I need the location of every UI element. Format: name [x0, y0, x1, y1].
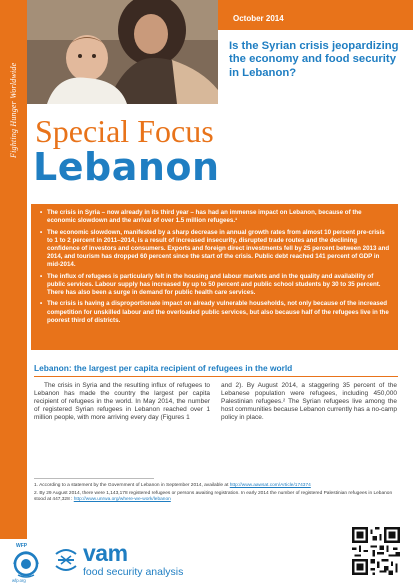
wfp-label: WFP	[16, 543, 28, 549]
section-heading: Lebanon: the largest per capita recipient of refugees in the world	[34, 363, 293, 373]
footnote-2	[34, 491, 400, 503]
footnote-1	[34, 483, 400, 489]
headline: Is the Syrian crisis jeopardizing the economy and food security in Lebanon?	[229, 40, 399, 79]
footnote-link[interactable]: http://www.unrwa.org/where-we-work/lebanon	[73, 496, 171, 502]
key-points-box	[31, 204, 398, 350]
vam-title: vam	[83, 540, 128, 566]
footnote-divider	[34, 478, 154, 479]
footnote-text: 1. According to a statement by the Government of Lebanon in September 2014, available at	[34, 483, 230, 488]
vam-logo-icon	[52, 548, 80, 572]
key-point: • The influx of refugees is particularly felt in the housing and labour markets and in the quality and availability of public services. Labour supply has increased by up to 50 percent and public school students by 30 to 35 percent. There has also been a surge in demand for public health care services.	[40, 272, 381, 296]
key-point: • The crisis is having a disproportionate impact on already vulnerable households, not only because of the increased competition for unskilled labour and the overloaded public services, but also because half of the refugees live in the poorest third of districts.	[40, 300, 389, 324]
qr-code[interactable]	[352, 527, 400, 575]
wfp-url: wfp.org	[12, 578, 26, 583]
country-title: Lebanon	[33, 145, 220, 189]
series-title: Special Focus	[35, 113, 214, 149]
sidebar-tagline: Fighting Hunger Worldwide	[9, 62, 18, 158]
vam-subtitle: food security analysis	[83, 566, 184, 578]
key-point-text: The crisis is having a disproportionate impact on already vulnerable households, not only because of the increased competition for unskilled labour and the overloaded public services, but also because half of the refugees live in the poorest third of districts.	[47, 300, 389, 324]
heading-divider	[34, 376, 398, 377]
cover-photo	[27, 0, 218, 104]
key-point: • The economic slowdown, manifested by a sharp decrease in annual growth rates from almost 10 percent pre-crisis to 1 to 2 percent in 2011–2014, is a result of increased insecurity, disrupted trade routes and the declining confidence of investors and consumers. Exports and foreign direct investments fell by 25 percent between 2013 and 2014, and tourism has dropped 60 percent since the start of the crisis. Public debt reached 141 percent of GDP in mid-2014.	[40, 228, 390, 269]
key-point-text: The crisis in Syria – now already in its third year – has had an immense impact on Lebanon, because of the economic slowdown and the arrival of over 1.5 million refugees.¹	[47, 209, 362, 225]
key-point-text: The economic slowdown, manifested by a sharp decrease in annual growth rates from almost 10 percent pre-crisis to 1 to 2 percent in 2011–2014, is a result of increased insecurity, disrupted trade routes and the declining confidence of investors and consumers. Exports and foreign direct investments fell by 25 percent between 2013 and 2014, and tourism has dropped 60 percent since the start of the crisis. Public debt reached 141 percent of GDP in mid-2014.	[47, 228, 390, 269]
body-column-right: and 2). By August 2014, a staggering 35 percent of the Lebanese population were refugees, including 450,000 Palestinian refugees.² The Syrian refugees live among the host communities because Lebanon currently has a no-camp policy in place.	[221, 382, 397, 421]
footnote-link[interactable]: http://www.aawsat.com/Article/174374	[229, 483, 311, 488]
key-point-text: The influx of refugees is particularly felt in the housing and labour markets and in the quality and availability of public services. Labour supply has increased by up to 50 percent and public school students by 30 to 35 percent. There has also been a surge in demand for public health care services.	[47, 272, 381, 296]
body-column-left: The crisis in Syria and the resulting influx of refugees to Lebanon has made the country the largest per capita recipient of refugees in the world. In May 2014, the number of registered Syrian refugees in Lebanon reached over 1 million people, with more arriving every day (Figures 1	[34, 382, 210, 421]
key-point: • The crisis in Syria – now already in its third year – has had an immense impact on Lebanon, because of the economic slowdown and the arrival of over 1.5 million refugees.¹	[40, 209, 362, 225]
footnote-text: 2. By 29 August 2014, there were 1,143,178 registered refugees or persons awaiting registration. In early 2014 the number of registered Palestinian refugees in Lebanon stood at 447,328 :	[34, 491, 393, 502]
issue-date: October 2014	[233, 14, 284, 23]
key-points-list	[31, 204, 398, 325]
